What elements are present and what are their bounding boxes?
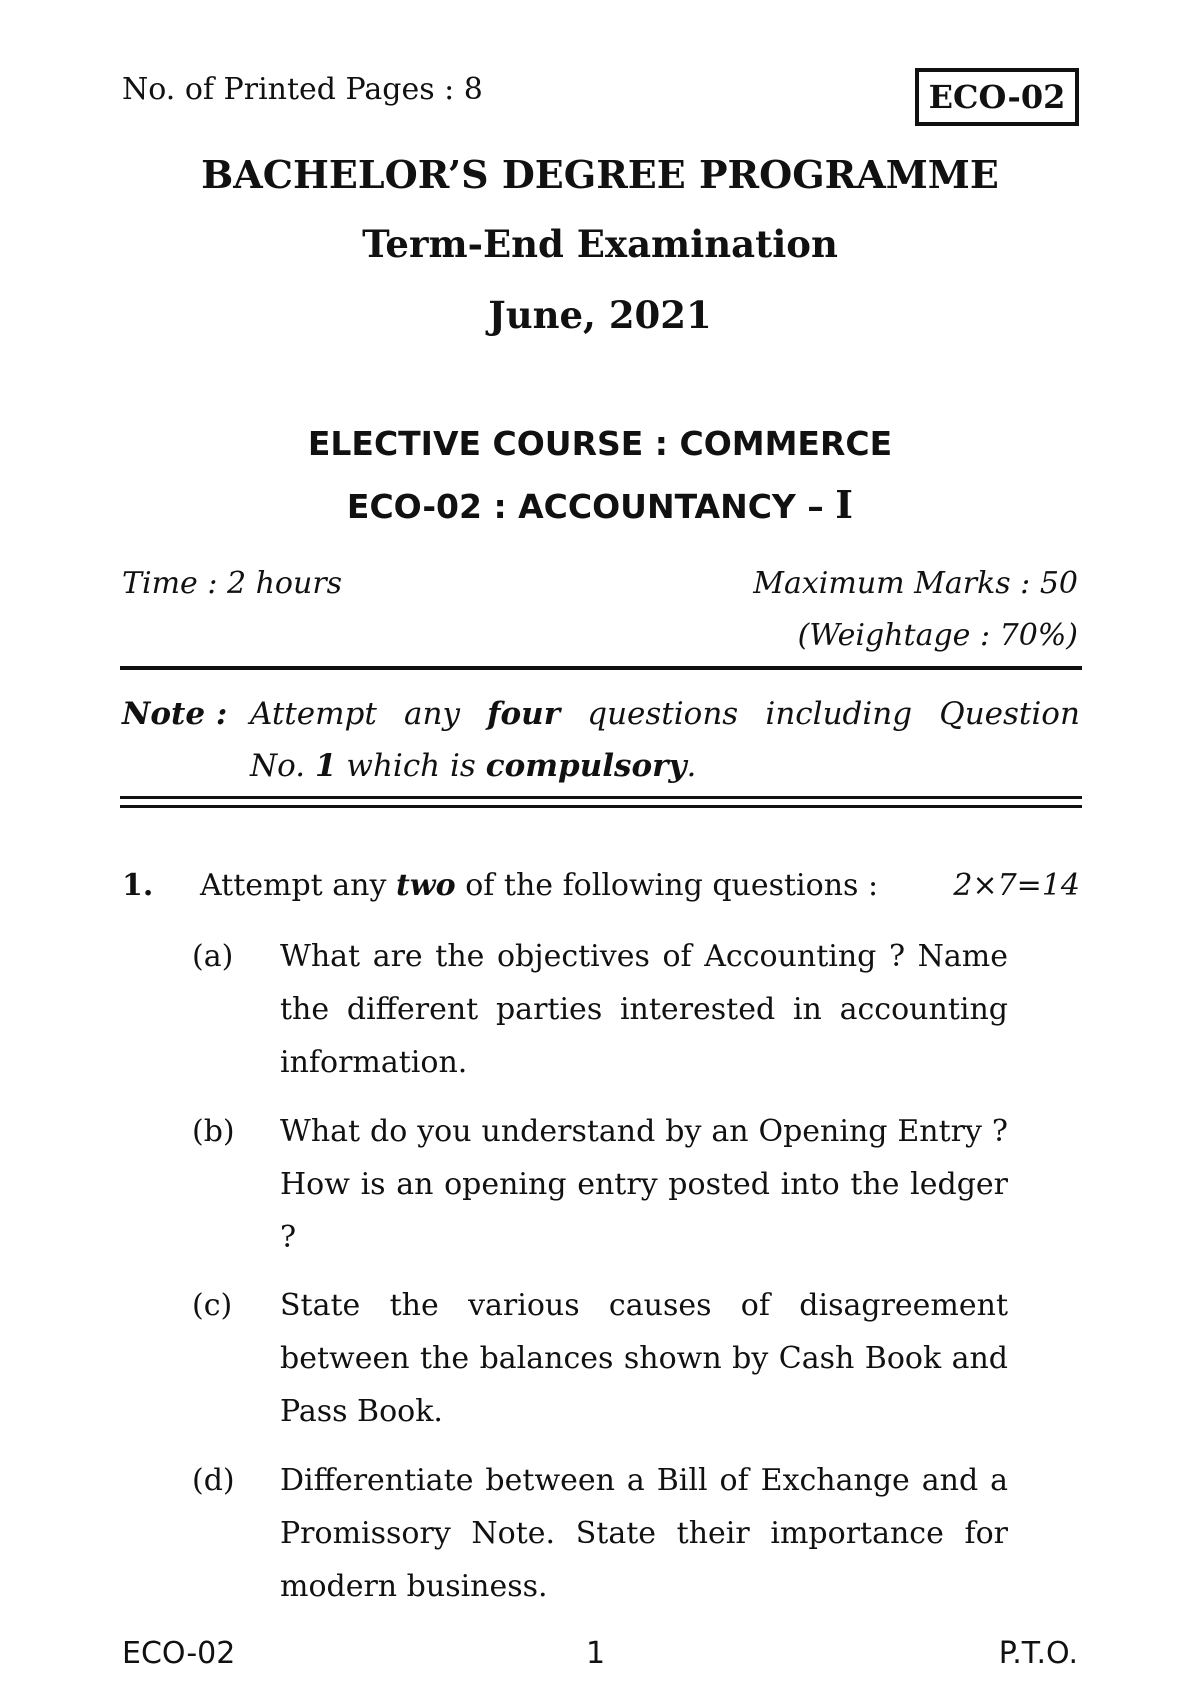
note-word-emphasis: compulsory <box>485 748 687 784</box>
stem-text: of the following questions : <box>465 868 879 903</box>
note-text <box>250 688 1080 792</box>
note-line-2 <box>250 740 1080 792</box>
programme-title: BACHELOR’S DEGREE PROGRAMME <box>201 152 999 197</box>
note-word: Question <box>939 696 1080 732</box>
course-title: ELECTIVE COURSE : COMMERCE <box>307 424 893 463</box>
divider-double-b <box>120 805 1082 808</box>
divider-top <box>120 666 1082 670</box>
printed-pages-count: No. of Printed Pages : 8 <box>122 72 483 107</box>
part-text: Differentiate between a Bill of Exchange and a Promissory Note. State their importance for modern business. <box>280 1463 1008 1604</box>
note-word: questions <box>587 696 739 732</box>
stem-emphasis: two <box>395 868 456 903</box>
note-word: which is <box>346 748 476 784</box>
part-label: (d) <box>192 1463 235 1498</box>
part-label: (c) <box>192 1288 233 1323</box>
note-word: No. <box>250 748 306 784</box>
footer-pto: P.T.O. <box>998 1636 1078 1671</box>
part-text: State the various causes of disagreement between the balances shown by Cash Book and Pass Book. <box>280 1288 1008 1429</box>
part-text: What are the objectives of Accounting ? Name the different parties interested in accounting information. <box>280 939 1008 1080</box>
footer-page-number: 1 <box>586 1636 606 1671</box>
divider-double-a <box>120 796 1082 799</box>
course-code-box: ECO-02 <box>915 68 1079 126</box>
part-label: (b) <box>192 1114 235 1149</box>
footer-course-code: ECO-02 <box>122 1636 236 1671</box>
stem-text: Attempt any <box>200 868 387 903</box>
note-word-emphasis: 1 <box>314 748 337 784</box>
part-label: (a) <box>192 939 234 974</box>
paper-title <box>120 482 1080 527</box>
exam-date: June, 2021 <box>488 293 712 337</box>
question-stem <box>200 868 878 903</box>
exam-title: Term-End Examination <box>362 222 838 266</box>
note-word: including <box>765 696 913 732</box>
part-text: What do you understand by an Opening Entry ? How is an opening entry posted into the ledger ? <box>280 1114 1008 1255</box>
paper-title-roman: I <box>835 482 854 527</box>
note-word: Attempt <box>250 696 377 732</box>
maximum-marks: Maximum Marks : 50 <box>753 566 1078 601</box>
weightage: (Weightage : 70%) <box>797 618 1078 653</box>
question-marks: 2×7=14 <box>953 868 1080 903</box>
paper-title-text: ECO-02 : ACCOUNTANCY – <box>346 487 824 526</box>
note-word-emphasis: four <box>487 696 561 732</box>
note-word: . <box>686 748 697 784</box>
question-number: 1. <box>122 868 154 903</box>
note-label: Note : <box>122 696 228 732</box>
note-line-1 <box>250 688 1080 740</box>
note-word: any <box>404 696 460 732</box>
exam-time: Time : 2 hours <box>122 566 343 601</box>
